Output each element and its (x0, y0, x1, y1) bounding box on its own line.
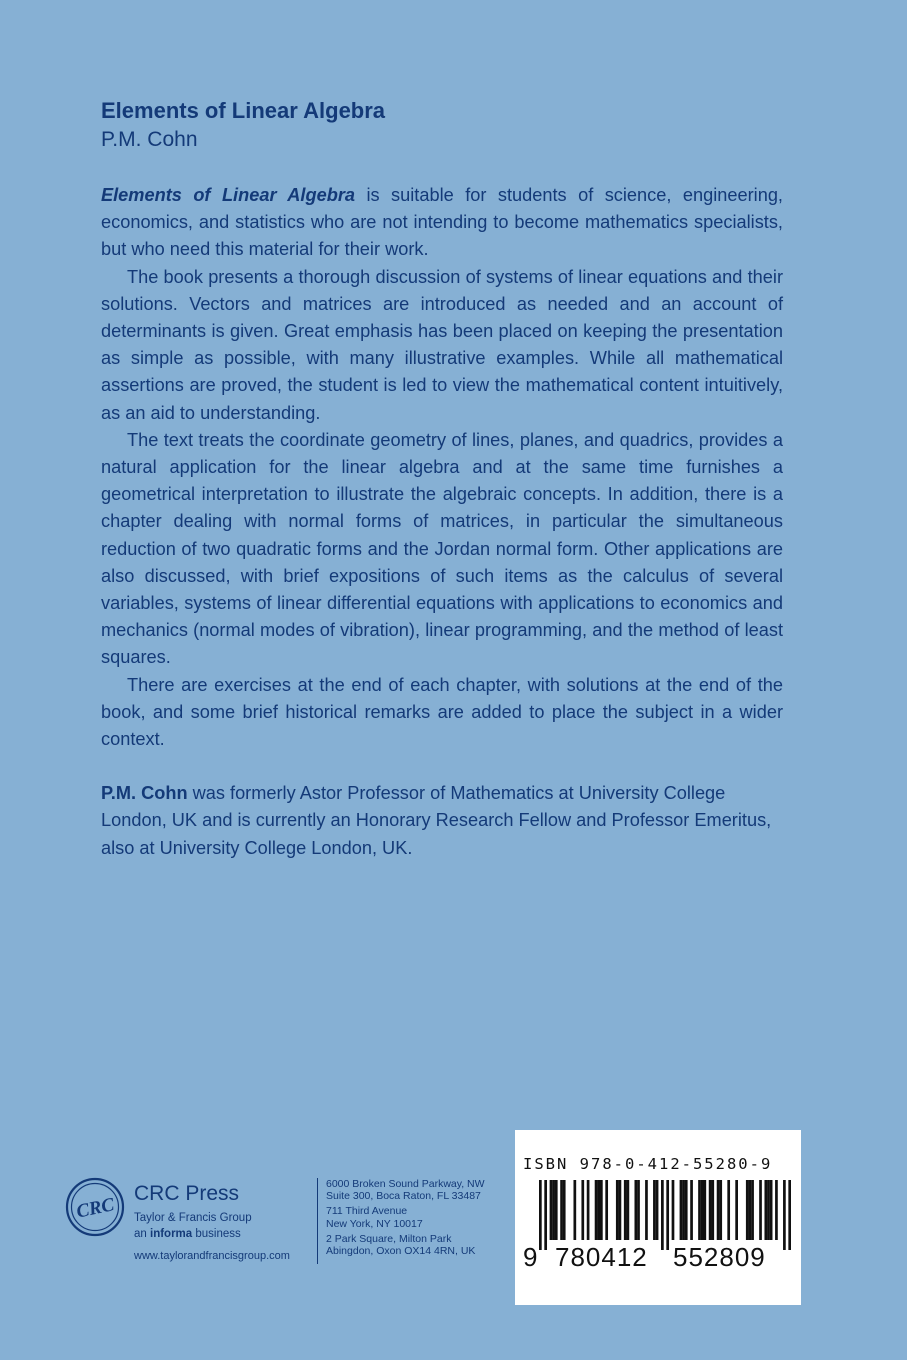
publisher-group-line: Taylor & Francis Group (134, 1212, 252, 1224)
barcode-bar (746, 1180, 749, 1240)
publisher-block (64, 1176, 514, 1276)
publisher-group (134, 1210, 252, 1242)
isbn-label: ISBN 978-0-412-55280-9 (523, 1155, 773, 1173)
description-lead-title: Elements of Linear Algebra (101, 185, 356, 205)
book-title: Elements of Linear Algebra (101, 98, 386, 123)
barcode-bar (550, 1180, 553, 1240)
book-description (101, 182, 783, 753)
barcode-bar (587, 1180, 590, 1240)
barcode-bar (759, 1180, 762, 1240)
barcode-bar (788, 1180, 791, 1250)
publisher-addresses (326, 1178, 485, 1260)
barcode-digit-first: 9 (523, 1242, 538, 1272)
address-new-york (326, 1205, 485, 1229)
barcode-bar (690, 1180, 693, 1240)
barcode-bar (597, 1180, 600, 1240)
description-paragraph-3: The text treats the coordinate geometry of lines, planes, and quadrics, provides a natural application for the linear algebra and at the same time furnishes a geometrical interpretation to illustrate the algebraic concepts. In addition, there is a chapter dealing with normal forms of matrices, in particular the simultaneous reduction of two quadratic forms and the Jordan normal form. Other applications are also discussed, with brief expositions of such items as the calculus of several variables, systems of linear differential equations with applications to economics and mechanics (normal modes of vibration), linear programming, and the method of least squares. (101, 429, 783, 668)
isbn-barcode-box (515, 1130, 801, 1305)
crc-logo-text: CRC (74, 1194, 117, 1223)
barcode-bar (701, 1180, 704, 1240)
barcode-bar (775, 1180, 778, 1240)
address-line: 6000 Broken Sound Parkway, NW (326, 1178, 485, 1190)
description-paragraph-1-text: is suitable for students of science, engineering, economics, and statistics who are not intending to become mathematics specialists, but who need this material for their work. (101, 185, 783, 260)
barcode-bar (672, 1180, 675, 1240)
publisher-informa-line (134, 1226, 252, 1242)
barcode-bar (698, 1180, 701, 1240)
barcode-bar (767, 1180, 770, 1240)
barcode-bar (709, 1180, 712, 1240)
barcode-bar (563, 1180, 566, 1240)
barcode-bar (680, 1180, 683, 1240)
barcode-bar (624, 1180, 627, 1240)
informa-suffix: business (192, 1228, 241, 1240)
address-line: 711 Third Avenue (326, 1205, 408, 1218)
barcode-bar (539, 1180, 542, 1250)
description-paragraph-1 (101, 182, 783, 264)
author-bio (101, 780, 783, 862)
barcode-bar (703, 1180, 706, 1240)
barcode-bar (616, 1180, 619, 1240)
barcode-bar (560, 1180, 563, 1240)
barcode-digit-group-1: 780412 (555, 1242, 648, 1272)
barcode-bar (600, 1180, 603, 1240)
barcode-bar (764, 1180, 767, 1240)
barcode-bar (645, 1180, 648, 1240)
barcode-bar (727, 1180, 730, 1240)
barcode-bar (656, 1180, 659, 1240)
address-line: Suite 300, Boca Raton, FL 33487 (326, 1190, 481, 1203)
barcode-bar (627, 1180, 630, 1240)
barcode-bar (634, 1180, 637, 1240)
description-paragraph-4: There are exercises at the end of each chapter, with solutions at the end of the book, and some brief historical remarks are added to place the subject in a wider context. (101, 674, 783, 750)
barcode-bar (749, 1180, 752, 1240)
barcode-bar (666, 1180, 669, 1250)
publisher-url: www.taylorandfrancisgroup.com (134, 1250, 290, 1262)
informa-prefix: an (134, 1228, 150, 1240)
author-bio-text: was formerly Astor Professor of Mathematics at University College London, UK and is currently an Honorary Research Fellow and Professor Emeritus, also at University College London, UK. (101, 783, 772, 858)
barcode-bar (637, 1180, 640, 1240)
barcode-bar (717, 1180, 720, 1240)
barcode-bar (595, 1180, 598, 1240)
informa-name: informa (150, 1228, 193, 1240)
barcode-bar (573, 1180, 576, 1240)
barcode-bar (751, 1180, 754, 1240)
address-uk (326, 1233, 485, 1257)
barcode-bar (552, 1180, 555, 1240)
back-cover-text (101, 96, 783, 862)
barcode-bar (581, 1180, 584, 1240)
publisher-divider (317, 1178, 318, 1264)
barcode-bar (661, 1180, 664, 1250)
barcode-bar (555, 1180, 558, 1240)
address-line: New York, NY 10017 (326, 1217, 423, 1230)
barcode-bar (735, 1180, 738, 1240)
barcode-bar (719, 1180, 722, 1240)
description-paragraph-2: The book presents a thorough discussion of systems of linear equations and their solutions. Vectors and matrices are introduced as needed and an account of determinants is given. Great emphasis has been placed on keeping the presentation as simple as possible, with many illustrative examples. While all mathematical assertions are proved, the student is led to view the mathematical content intuitively, as an aid to understanding. (101, 266, 783, 423)
publisher-name: CRC Press (134, 1182, 240, 1205)
barcode-bar (605, 1180, 608, 1240)
address-florida (326, 1178, 485, 1202)
barcode-digit-group-2: 552809 (673, 1242, 766, 1272)
barcode-bar (619, 1180, 622, 1240)
address-line: 2 Park Square, Milton Park (326, 1232, 452, 1245)
barcode-bar (653, 1180, 656, 1240)
barcode-bar (682, 1180, 685, 1240)
book-author: P.M. Cohn (101, 128, 198, 151)
barcode-bar (685, 1180, 688, 1240)
barcode-bar (770, 1180, 773, 1240)
barcode-bar (544, 1180, 547, 1250)
address-line: Abingdon, Oxon OX14 4RN, UK (326, 1245, 476, 1258)
barcode-bar (783, 1180, 786, 1250)
barcode-bar (711, 1180, 714, 1240)
barcode-icon (539, 1180, 791, 1250)
crc-logo-icon (64, 1176, 126, 1238)
author-bio-name: P.M. Cohn (101, 783, 188, 804)
